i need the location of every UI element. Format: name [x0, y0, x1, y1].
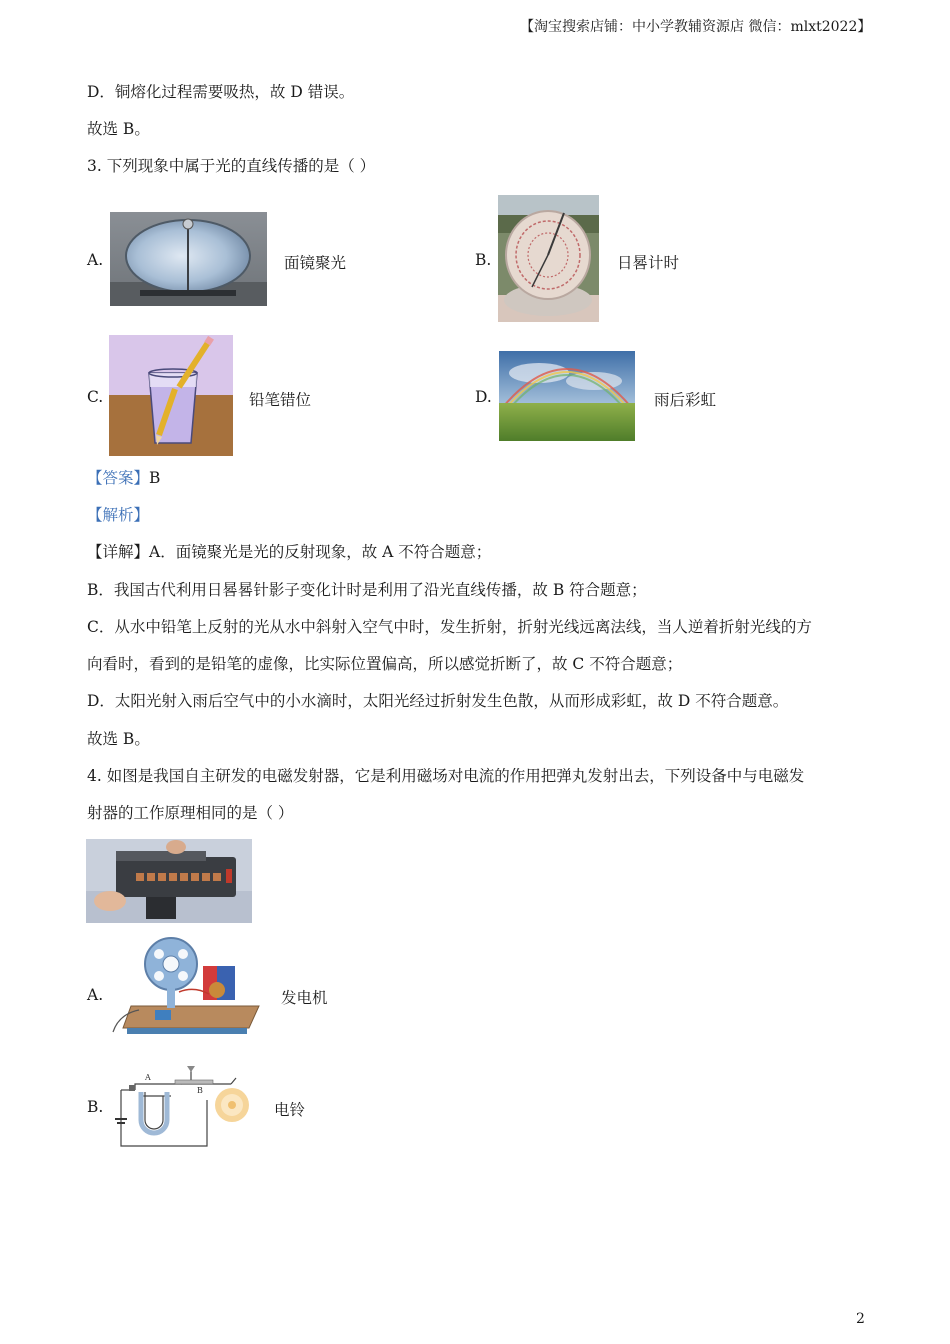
- page-number: 2: [856, 1311, 865, 1327]
- prev-line-d: D．铜熔化过程需要吸热，故 D 错误。: [87, 83, 355, 101]
- q4-stem-line2: 射器的工作原理相同的是（ ）: [87, 804, 294, 822]
- q3-option-c-letter: C.: [87, 388, 104, 406]
- answer-value: B: [149, 469, 161, 487]
- pencil-in-water-image: [109, 335, 233, 456]
- detail-label: 【详解】: [87, 543, 150, 561]
- q3-option-b-letter: B.: [475, 251, 492, 269]
- q3-detail-c2: 向看时，看到的是铅笔的虚像，比实际位置偏高，所以感觉折断了，故 C 不符合题意；: [87, 655, 683, 673]
- q3-detail-c1: C．从水中铅笔上反射的光从水中斜射入空气中时，发生折射，折射光线远离法线，当人逆着折射光线的方: [87, 618, 812, 636]
- sundial-image: [498, 195, 599, 322]
- q3-option-a-caption: 面镜聚光: [284, 254, 347, 272]
- q3-option-d-letter: D.: [475, 388, 492, 406]
- q3-stem: 3. 下列现象中属于光的直线传播的是（ ）: [87, 157, 376, 175]
- prev-choose: 故选 B。: [87, 120, 150, 138]
- diagram-label-b: B: [197, 1086, 203, 1095]
- analysis-label: 【解析】: [87, 506, 150, 524]
- q3-detail-d: D．太阳光射入雨后空气中的小水滴时，太阳光经过折射发生色散，从而形成彩虹，故 D 不符合题意。: [87, 692, 789, 710]
- q4-stem-line1: 4. 如图是我国自主研发的电磁发射器，它是利用磁场对电流的作用把弹丸发射出去，下列设备中与电磁发: [87, 767, 805, 785]
- q4-option-b-caption: 电铃: [274, 1101, 306, 1119]
- electric-bell-diagram: [111, 1060, 259, 1150]
- page-header: 【淘宝搜索店铺：中小学教辅资源店 微信：mlxt2022】: [520, 19, 872, 35]
- q3-option-b-caption: 日晷计时: [617, 254, 680, 272]
- electromagnetic-launcher-image: [86, 839, 252, 923]
- q4-option-a-caption: 发电机: [281, 989, 328, 1007]
- q3-option-d-caption: 雨后彩虹: [654, 391, 717, 409]
- generator-image: [109, 936, 264, 1044]
- q4-option-b-letter: B.: [87, 1098, 104, 1116]
- q3-choose: 故选 B。: [87, 730, 150, 748]
- q3-detail-b: B．我国古代利用日晷晷针影子变化计时是利用了沿光直线传播，故 B 符合题意；: [87, 581, 647, 599]
- answer-label: 【答案】: [87, 469, 150, 487]
- diagram-label-a: A: [145, 1073, 151, 1082]
- q3-answer: [87, 468, 160, 488]
- q3-option-c-caption: 铅笔错位: [249, 391, 312, 409]
- q4-option-a-letter: A.: [87, 986, 104, 1004]
- solar-cooker-image: [110, 212, 267, 306]
- q3-detail-a: 【详解】A．面镜聚光是光的反射现象，故 A 不符合题意；: [87, 543, 492, 561]
- q3-option-a-letter: A.: [87, 251, 104, 269]
- rainbow-image: [499, 351, 635, 441]
